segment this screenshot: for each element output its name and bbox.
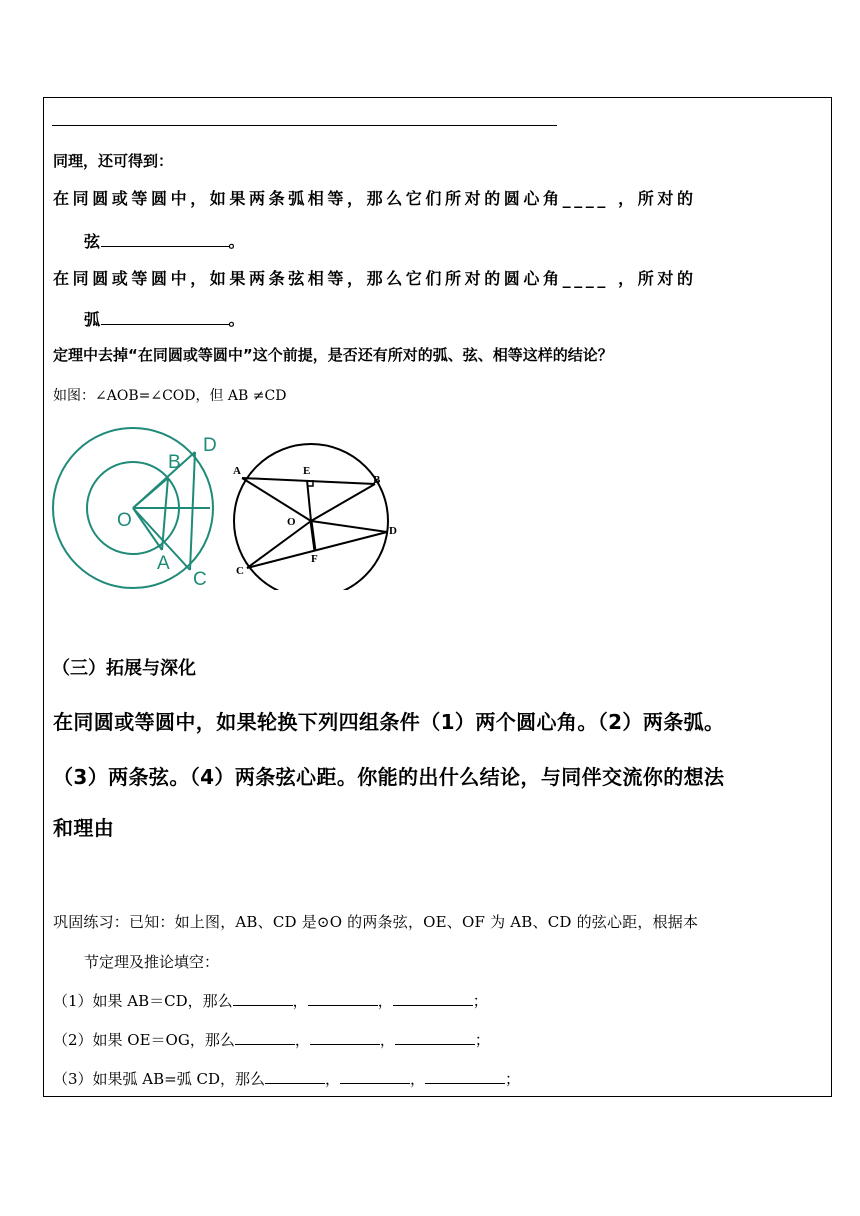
chord-ab [242,478,375,484]
exercise-intro-line1: 巩固练习：已知：如上图，AB、CD 是⊙O 的两条弦，OE、OF 为 AB、CD 的弦心距，根据本 [53,913,699,931]
radius-oa [242,478,311,521]
answer-blank[interactable] [340,1082,410,1084]
exercise-item-1 [53,990,488,1011]
label-e: E [303,465,311,477]
radius-oc [247,521,311,568]
theorem-question: 定理中去掉“在同圆或等圆中”这个前提，是否还有所对的弧、弦、相等这样的结论？ [53,346,613,364]
section-three-line2: （3）两条弦。（4）两条弦心距。你能的出什么结论，与同伴交流你的想法 [53,765,725,789]
label-f: F [311,553,318,565]
label-d: D [203,435,217,456]
label-d: D [389,525,397,537]
chord-sentence-line2 [84,307,245,330]
radius-od [133,452,195,508]
label-o: O [117,510,132,531]
label-b: B [168,452,181,473]
section-three-heading: （三）拓展与深化 [52,658,196,679]
section-three-line3: 和理由 [53,816,115,840]
item-3-prefix: （3）如果弧 AB=弧 CD，那么 [53,1070,266,1088]
arc-sentence-line1: 在同圆或等圆中，如果两条弧相等，那么它们所对的圆心角____ ，所对的 [53,189,697,208]
comma: ， [294,1031,310,1049]
arc-sentence-suffix: 。 [228,232,246,251]
answer-blank[interactable] [235,1043,295,1045]
chord-sentence-line1: 在同圆或等圆中，如果两条弦相等，那么它们所对的圆心角____ ，所对的 [53,269,697,288]
answer-blank[interactable] [265,1082,325,1084]
answer-blank[interactable] [233,1004,293,1006]
concentric-circles-figure [50,420,230,595]
answer-blank[interactable] [310,1043,380,1045]
semicolon: ； [474,1031,490,1049]
arc-sentence-line2 [84,229,245,252]
label-b: B [373,474,381,486]
radius-ob [311,484,375,521]
item-2-prefix: （2）如果 OE＝OG，那么 [53,1031,235,1049]
example-caption: 如图：∠AOB=∠COD，但 AB ≠CD [53,388,287,404]
comma: ， [410,1070,426,1088]
arc-sentence-prefix: 弦 [84,232,101,251]
chord-sentence-prefix: 弧 [84,310,101,329]
segment-of [311,521,315,551]
intro-line: 同理，还可得到： [53,152,174,170]
item-1-prefix: （1）如果 AB＝CD，那么 [53,992,233,1010]
circle-chords-figure [225,440,410,590]
exercise-item-3 [53,1068,520,1089]
exercise-intro-line2: 节定理及推论填空： [84,953,220,971]
comma: ， [292,992,308,1010]
comma: ， [379,1031,395,1049]
chord-dc [190,452,195,570]
answer-blank[interactable] [101,245,229,247]
label-c: C [236,565,244,577]
chord-sentence-suffix: 。 [228,310,246,329]
answer-blank[interactable] [395,1043,475,1045]
answer-line-top [52,125,557,126]
label-c: C [193,569,207,590]
radius-od [311,521,387,532]
answer-blank[interactable] [101,323,229,325]
label-a: A [157,553,170,574]
label-a: A [233,465,241,477]
answer-blank[interactable] [425,1082,505,1084]
section-three-line1: 在同圆或等圆中，如果轮换下列四组条件（1）两个圆心角。（2）两条弧。 [53,710,725,734]
answer-blank[interactable] [308,1004,378,1006]
answer-blank[interactable] [393,1004,473,1006]
label-o: O [287,516,296,528]
comma: ， [377,992,393,1010]
radius-oa [133,508,162,550]
exercise-item-2 [53,1029,490,1050]
semicolon: ； [472,992,488,1010]
semicolon: ； [505,1070,521,1088]
comma: ， [325,1070,341,1088]
